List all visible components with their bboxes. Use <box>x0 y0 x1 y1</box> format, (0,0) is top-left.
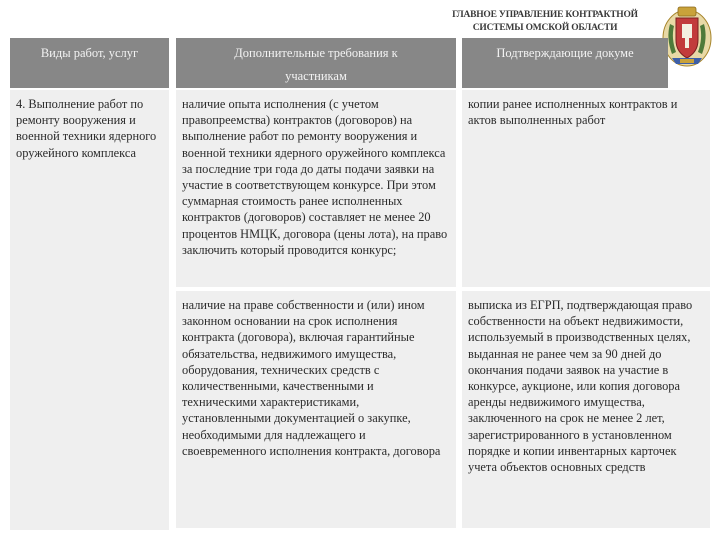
requirement-cell-1 <box>176 90 456 287</box>
column-header-documents: Подтверждающие докуме <box>462 38 668 88</box>
column-header-requirements: Дополнительные требования к участникам <box>176 38 456 88</box>
requirement-text-2: наличие на праве собственности и (или) ином законном основании на срок исполнения контракта (договора), включая гарантийные обязательства, недвижимого имущества, оборудования, технических средств с количественными, качественными и техническими характеристиками, установленными документацией о закупке, необходимыми для надлежащего и своевременного исполнения контракта, договора <box>182 298 441 458</box>
documents-cell-1 <box>462 90 710 287</box>
requirement-text-1: наличие опыта исполнения (с учетом правопреемства) контрактов (договоров) на выполнение работ по ремонту вооружения и военной техники ядерного оружейного комплекса за последние три года до даты подачи заявки на участие в соответствующем конкурсе. При этом суммарная стоимость ранее исполненных контрактов (договоров) составляет не менее 20 процентов НМЦК, договора (цены лота), на право заключить который проводится конкурс; <box>182 97 448 257</box>
coat-of-arms-icon <box>662 4 712 68</box>
documents-text-2: выписка из ЕГРП, подтверждающая право собственности на объект недвижимости, используемый в производственных целях, выданная не ранее чем за 90 дней до окончания подачи заявок на участие в конкурсе, аукционе, или копия договора аренды недвижимого имущества, заключенного на срок не менее 2 лет, зарегистрированного в установленном порядке и копии инвентарных карточек учета объектов основных средств <box>468 298 693 475</box>
organization-title-line-2: СИСТЕМЫ ОМСКОЙ ОБЛАСТИ <box>472 23 618 33</box>
column-header-work-types: Виды работ, услуг <box>10 38 169 88</box>
work-type-cell <box>10 90 169 530</box>
work-type-text: 4. Выполнение работ по ремонту вооружения и военной техники ядерного оружейного комплекса <box>16 97 157 160</box>
organization-title <box>430 9 660 35</box>
requirement-cell-2 <box>176 291 456 528</box>
organization-title-line-1: ГЛАВНОЕ УПРАВЛЕНИЕ КОНТРАКТНОЙ <box>452 10 638 20</box>
documents-cell-2 <box>462 291 710 528</box>
documents-text-1: копии ранее исполненных контрактов и актов выполненных работ <box>468 97 678 128</box>
